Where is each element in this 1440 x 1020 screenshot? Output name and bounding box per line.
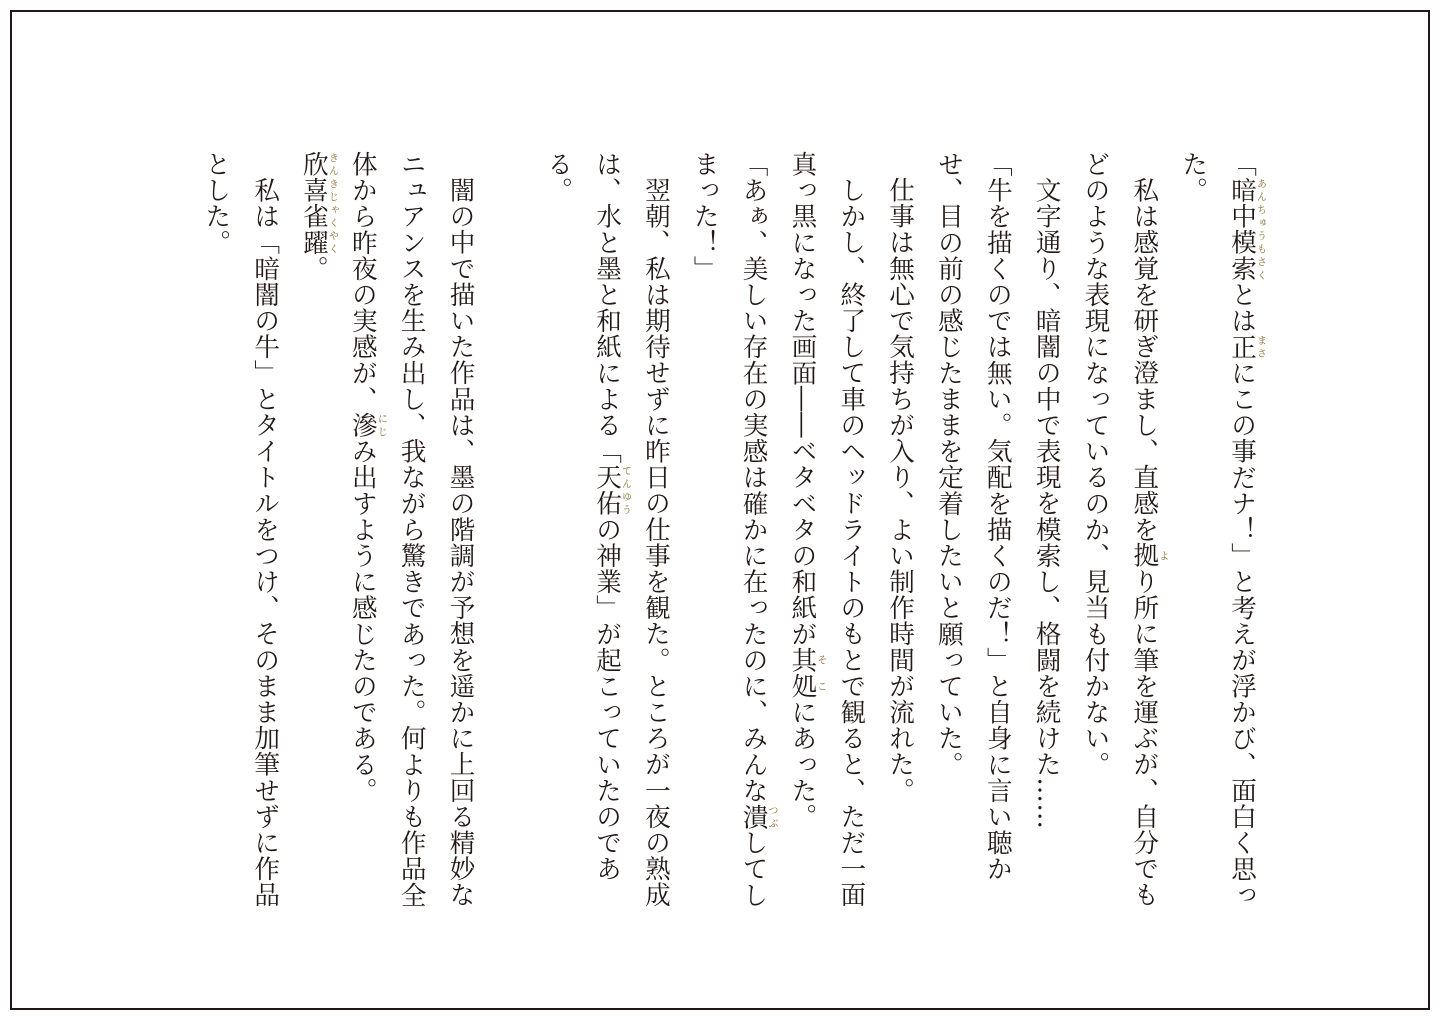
text-run: してしまった！」 [689,151,769,908]
furigana-reading: つぶ [766,803,778,830]
text-run: 私は「暗闇の牛」とタイトルをつけ、そのまま加筆せずに作品とした。 [201,151,281,908]
furigana-reading: てんゆう [619,464,631,517]
paragraph [778,151,876,911]
text-run: り所に筆を運ぶが、自分でもどのような表現になっているのか、見当も付かない。 [1080,151,1160,908]
ruby-annotated-word [1129,542,1168,569]
paragraph [533,151,680,911]
text-run: にあった。 [787,699,818,830]
furigana-reading: きんきじゃくやく [326,151,338,256]
ruby-base: 拠 [1129,542,1160,569]
ruby-base: 暗中模索 [1227,177,1257,282]
furigana-reading: あんちゅうもさく [1254,177,1266,282]
paragraph [875,151,924,911]
text-run: 翌朝、私は期待せずに昨日の仕事を観た。ところが一夜の熟成は、水と墨と和紙による「 [592,151,671,908]
text-run: 。 [298,255,329,282]
text-run: 「牛を描くのでは無い。気配を描くのだ！」と自身に言い聴かせ、目の前の感じたままを定着したいと願っていた。 [933,151,1013,882]
ruby-base: 滲 [347,412,378,439]
text-run: 仕事は無心で気持ちが入り、よい制作時間が流れた。 [885,176,916,803]
text-run: 文字通り、暗闇の中で表現を模索し、格闘を続けた…… [1031,176,1062,830]
furigana-reading: まさ [1254,333,1266,360]
furigana-reading: にじ [375,412,387,439]
text-run: み出すように感じたのである。 [347,438,378,804]
text-run: 闇の中で描いた作品は、墨の階調が予想を遥かに上回る精妙なニュアンスを生み出し、我ながら驚きであった。何よりも作品全体から昨夜の実感が、 [347,151,476,908]
ruby-annotated-word [298,151,338,256]
ruby-annotated-word [1227,177,1266,282]
ruby-annotated-word [592,464,631,517]
paragraph [1071,151,1169,911]
ruby-annotated-word [1227,333,1266,360]
paragraph [1168,151,1266,911]
ruby-annotated-word [787,646,826,700]
text-run: 「 [1227,151,1257,178]
ruby-annotated-word [738,803,778,830]
text-run: 「あぁ、美しい存在の実感は確かに在ったのに、みんな [738,151,769,804]
text-run: の神業」が起こっていたのである。 [543,151,623,882]
furigana-reading: そこ [814,646,826,700]
text-run: とは [1227,281,1257,334]
ruby-base: 潰 [738,803,769,830]
text-run: しかし、終了して車のヘッドライトのもとで観ると、ただ一面真っ黒になった画面――ベタベタの和紙が [787,151,867,908]
paragraph [289,151,484,911]
ruby-annotated-word [347,412,387,439]
vertical-text-body [176,151,1266,911]
ruby-base: 其処 [787,646,818,700]
paragraph [191,151,289,911]
ruby-base: 正 [1227,333,1257,360]
text-run: 私は感覚を研ぎ澄まし、直感を [1129,176,1160,542]
ruby-base: 天佑 [592,464,623,517]
furigana-reading: よ [1156,542,1168,569]
text-run: にこの事だナ！」と考えが浮かび、面白く思った。 [1178,151,1257,908]
ruby-base: 欣喜雀躍 [298,151,329,256]
paragraph [680,151,778,911]
paragraph [1022,151,1071,911]
paragraph [924,151,1022,911]
